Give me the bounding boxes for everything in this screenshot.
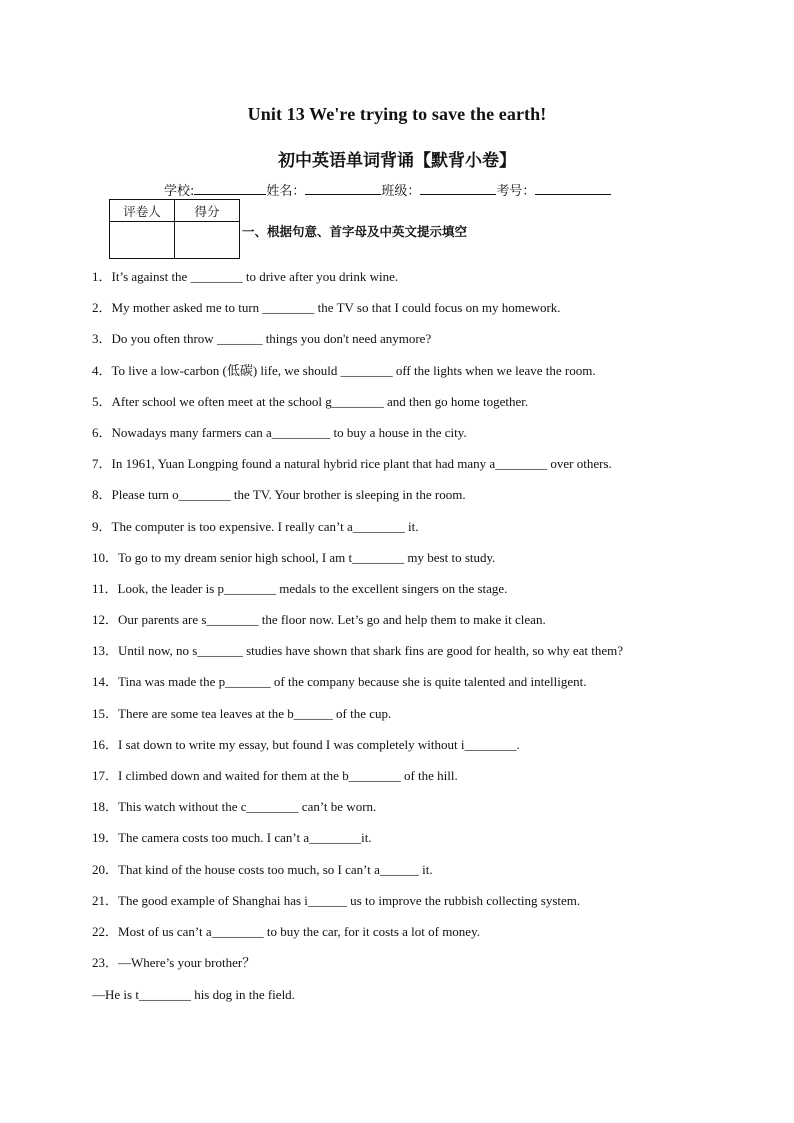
question-text: —Where’s your brother？ <box>118 955 256 971</box>
question-item <box>92 893 732 924</box>
dialogue-answer-line: —He is t________ his dog in the field. <box>92 987 295 1002</box>
question-number: 15． <box>92 705 119 721</box>
question-text: This watch without the c________ can’t be worn. <box>118 799 377 815</box>
question-text: I sat down to write my essay, but found I was completely without i________. <box>118 736 520 752</box>
question-item <box>92 394 732 425</box>
question-item <box>92 300 732 331</box>
question-text: Nowadays many farmers can a_________ to buy a house in the city. <box>111 424 467 440</box>
question-item <box>92 331 732 362</box>
question-number: 17． <box>92 768 119 783</box>
info-class <box>381 180 496 199</box>
question-number: 22． <box>92 923 119 939</box>
question-number: 16． <box>92 736 119 752</box>
info-class-label: 班级： <box>381 184 421 199</box>
question-item <box>92 612 732 643</box>
question-number: 18． <box>92 799 119 815</box>
question-text: My mother asked me to turn ________ the TV so that I could focus on my homework. <box>111 300 561 316</box>
student-info-row <box>164 180 611 199</box>
question-text: To live a low-carbon (低碳) life, we should ________ off the lights when we leave the room. <box>111 362 596 378</box>
question-number: 2． <box>92 300 112 316</box>
question-item <box>92 269 732 300</box>
question-item <box>92 487 732 518</box>
question-text: To go to my dream senior high school, I am t________ my best to study. <box>118 549 496 565</box>
question-number: 9． <box>92 518 112 534</box>
question-item <box>92 955 732 986</box>
question-number: 4． <box>92 362 112 378</box>
question-text: Please turn o________ the TV. Your brother is sleeping in the room. <box>111 487 466 503</box>
question-text: Most of us can’t a________ to buy the car, for it costs a lot of money. <box>118 923 480 939</box>
question-text: Look, the leader is p________ medals to the excellent singers on the stage. <box>117 580 508 596</box>
question-number: 21． <box>92 892 119 908</box>
question-number: 10． <box>92 549 119 565</box>
info-school-label: 学校: <box>164 184 195 199</box>
info-name <box>266 180 381 199</box>
question-number: 5． <box>92 393 112 409</box>
question-text: The computer is too expensive. I really can’t a________ it. <box>111 518 419 534</box>
question-item <box>92 737 732 768</box>
grader-cell[interactable] <box>110 222 175 259</box>
question-number: 19． <box>92 830 119 846</box>
question-item <box>92 924 732 955</box>
question-number: 1． <box>92 269 112 284</box>
score-cell[interactable] <box>175 222 240 259</box>
info-exam-number-blank[interactable] <box>535 182 611 195</box>
question-text: That kind of the house costs too much, so I can’t a______ it. <box>118 861 433 877</box>
question-item <box>92 799 732 830</box>
question-text: Until now, no s_______ studies have shown that shark fins are good for health, so why eat them? <box>118 643 623 659</box>
question-item <box>92 425 732 456</box>
question-item <box>92 643 732 674</box>
question-item <box>92 768 732 799</box>
question-item <box>92 550 732 581</box>
question-number: 23． <box>92 955 119 971</box>
score-table <box>109 199 240 259</box>
info-exam-number <box>496 180 611 199</box>
score-header: 得分 <box>175 200 240 222</box>
question-number: 6． <box>92 424 112 440</box>
question-text: It’s against the ________ to drive after you drink wine. <box>111 269 399 284</box>
question-text: I climbed down and waited for them at the b________ of the hill. <box>118 768 458 783</box>
question-text: Our parents are s________ the floor now. Let’s go and help them to make it clean. <box>118 612 546 628</box>
question-number: 13． <box>92 643 119 659</box>
question-number: 20． <box>92 861 119 877</box>
info-exam-number-label: 考号： <box>496 184 536 199</box>
info-name-label: 姓名： <box>266 184 306 199</box>
question-text: In 1961, Yuan Longping found a natural hybrid rice plant that had many a________ over others. <box>111 456 612 472</box>
info-name-blank[interactable] <box>305 182 381 195</box>
info-class-blank[interactable] <box>420 182 496 195</box>
question-text: Do you often throw _______ things you don't need anymore? <box>111 331 432 347</box>
question-item <box>92 862 732 893</box>
grader-header: 评卷人 <box>110 200 175 222</box>
section-title: 一、根据句意、首字母及中英文提示填空 <box>242 224 468 239</box>
question-item <box>92 456 732 487</box>
question-text: Tina was made the p_______ of the company because she is quite talented and intelligent. <box>118 674 587 690</box>
page-title: Unit 13 We're trying to save the earth! <box>247 104 547 124</box>
question-text: There are some tea leaves at the b______ of the cup. <box>118 705 392 721</box>
question-text: The good example of Shanghai has i______ us to improve the rubbish collecting system. <box>118 892 581 908</box>
question-number: 11． <box>92 580 118 596</box>
question-number: 12． <box>92 612 119 628</box>
question-number: 8． <box>92 487 112 503</box>
question-item <box>92 581 732 612</box>
question-text: The camera costs too much. I can’t a________it. <box>118 830 372 846</box>
info-school <box>164 180 266 199</box>
question-number: 7． <box>92 456 112 472</box>
question-item <box>92 706 732 737</box>
question-item <box>92 674 732 705</box>
question-list <box>92 269 732 986</box>
info-school-blank[interactable] <box>194 182 266 195</box>
question-number: 14． <box>92 674 119 690</box>
question-number: 3． <box>92 331 112 347</box>
question-text: After school we often meet at the school g________ and then go home together. <box>111 393 529 409</box>
question-item <box>92 830 732 861</box>
page-subtitle: 初中英语单词背诵【默背小卷】 <box>278 151 516 171</box>
question-item <box>92 363 732 394</box>
question-item <box>92 519 732 550</box>
